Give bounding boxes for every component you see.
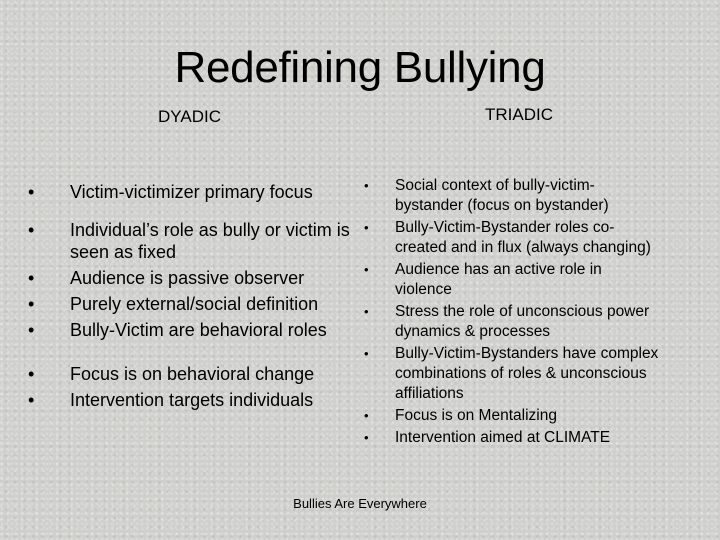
slide-footer: Bullies Are Everywhere <box>293 496 427 511</box>
triadic-heading: TRIADIC <box>485 105 553 124</box>
triadic-item-7: • Intervention aimed at CLIMATE <box>362 428 662 448</box>
triadic-item-1: • Social context of bully-victim-bystander (focus on bystander) <box>362 176 662 216</box>
slide-title: Redefining Bullying <box>174 43 546 92</box>
dyadic-item-1: • Victim-victimizer primary focus <box>22 181 357 203</box>
triadic-item-2: • Bully-Victim-Bystander roles co-created and in flux (always changing) <box>362 218 662 258</box>
dyadic-item-4: • Purely external/social definition <box>22 293 357 315</box>
triadic-item-5: • Bully-Victim-Bystanders have complex combinations of roles & unconscious affiliations <box>362 344 662 404</box>
triadic-item-4: • Stress the role of unconscious power dynamics & processes <box>362 302 662 342</box>
dyadic-item-3: • Audience is passive observer <box>22 267 357 289</box>
dyadic-item-7: • Intervention targets individuals <box>22 389 357 411</box>
triadic-item-3: • Audience has an active role in violence <box>362 260 662 300</box>
dyadic-item-6: • Focus is on behavioral change <box>22 363 357 385</box>
dyadic-item-5: • Bully-Victim are behavioral roles <box>22 319 357 341</box>
dyadic-heading: DYADIC <box>158 107 221 126</box>
triadic-list <box>362 176 662 450</box>
dyadic-item-2: • Individual’s role as bully or victim is seen as fixed <box>22 219 357 263</box>
dyadic-list <box>22 181 357 415</box>
triadic-item-6: • Focus is on Mentalizing <box>362 406 662 426</box>
